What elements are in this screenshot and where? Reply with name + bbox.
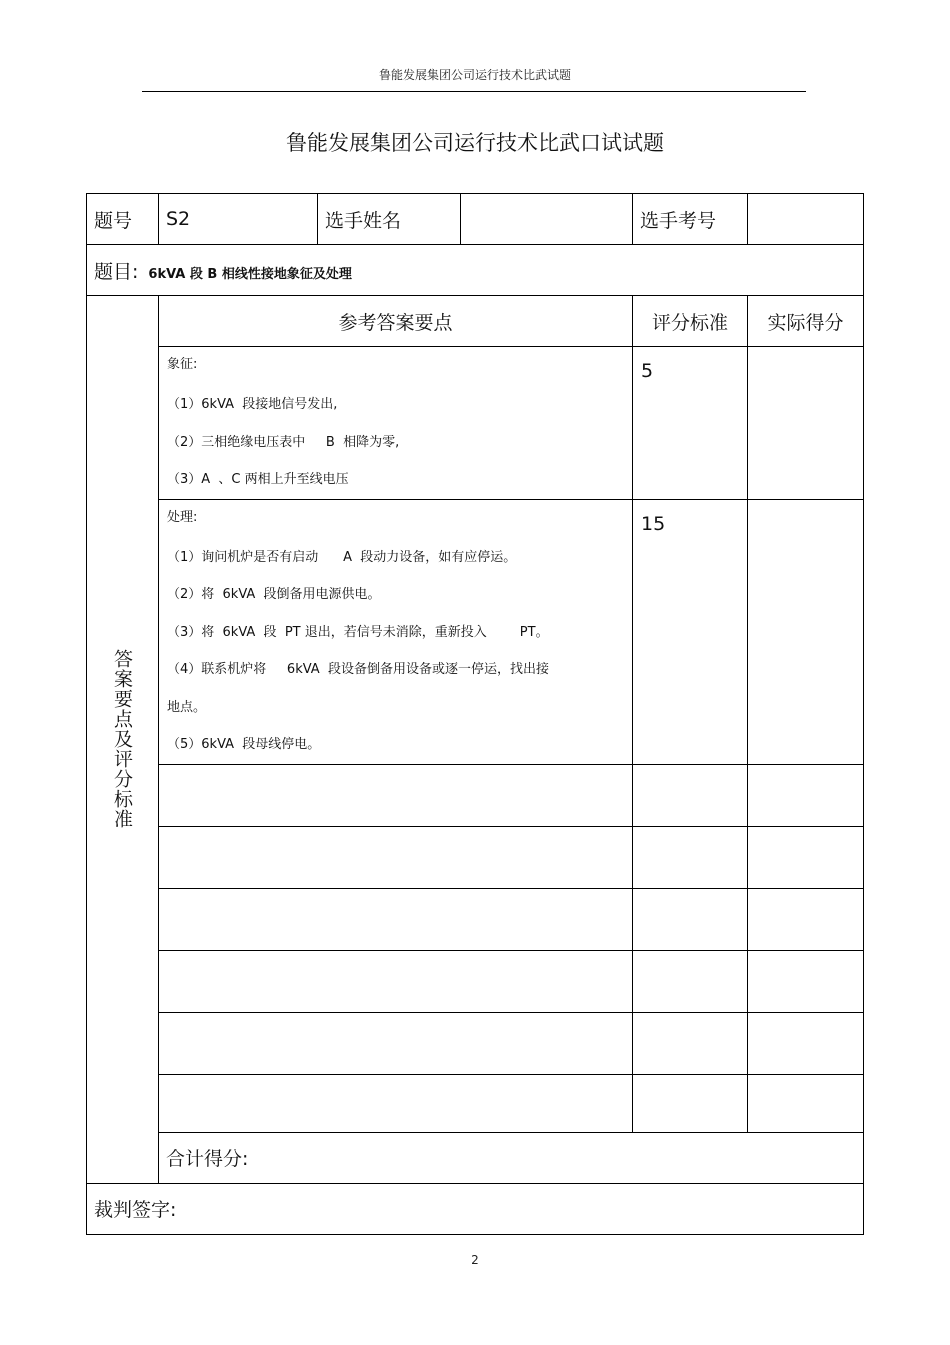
empty-answer-cell[interactable] — [159, 1074, 633, 1132]
info-row — [87, 194, 864, 245]
contestant-name-label: 选手姓名 — [318, 194, 461, 245]
score-standard-cell: 15 — [633, 499, 748, 764]
answer-cell-symptoms — [159, 347, 633, 500]
column-header-row — [87, 296, 864, 347]
actual-score-cell[interactable] — [748, 499, 864, 764]
empty-answer-row — [87, 950, 864, 1012]
empty-answer-row — [87, 1074, 864, 1132]
running-header: 鲁能发展集团公司运行技术比武试题 — [378, 68, 571, 82]
answer-line: （3）A 、C 两相上升至线电压 — [167, 472, 349, 487]
actual-score-cell[interactable] — [748, 347, 864, 500]
empty-score-cell[interactable] — [633, 950, 748, 1012]
total-score-row — [87, 1132, 864, 1183]
judge-signature-row — [87, 1183, 864, 1234]
empty-answer-row — [87, 1012, 864, 1074]
answer-line: 处理: — [167, 509, 198, 525]
empty-answer-cell[interactable] — [159, 950, 633, 1012]
empty-actual-cell[interactable] — [748, 950, 864, 1012]
answer-line: （4）联系机炉将 6kVA 段设备倒备用设备或逐一停运，找出接 — [167, 662, 549, 677]
empty-actual-cell[interactable] — [748, 1012, 864, 1074]
header-rule — [142, 91, 806, 92]
topic-label: 题目: — [94, 260, 139, 283]
empty-answer-cell[interactable] — [159, 826, 633, 888]
empty-score-cell[interactable] — [633, 1074, 748, 1132]
answer-row-handling — [87, 499, 864, 764]
section-label: 答案要点及评分标准 — [111, 649, 133, 830]
topic-cell — [87, 245, 864, 296]
empty-score-cell[interactable] — [633, 826, 748, 888]
topic-row — [87, 245, 864, 296]
exam-sheet-table — [86, 193, 864, 1235]
empty-actual-cell[interactable] — [748, 826, 864, 888]
empty-actual-cell[interactable] — [748, 1074, 864, 1132]
question-no-label: 题号 — [87, 194, 159, 245]
empty-score-cell[interactable] — [633, 764, 748, 826]
score-standard-cell: 5 — [633, 347, 748, 500]
answer-cell-handling — [159, 499, 633, 764]
page-number: 2 — [471, 1253, 479, 1267]
empty-score-cell[interactable] — [633, 1012, 748, 1074]
document-title: 鲁能发展集团公司运行技术比武口试试题 — [286, 131, 664, 155]
empty-actual-cell[interactable] — [748, 764, 864, 826]
empty-answer-row — [87, 888, 864, 950]
actual-score-header: 实际得分 — [748, 296, 864, 347]
empty-answer-cell[interactable] — [159, 888, 633, 950]
section-label-cell — [87, 296, 159, 1184]
answer-line: 象征: — [167, 357, 198, 372]
answer-row-symptoms — [87, 347, 864, 500]
empty-answer-cell[interactable] — [159, 764, 633, 826]
answer-line: （2）三相绝缘电压表中 B 相降为零, — [167, 434, 400, 450]
answer-line: 地点。 — [167, 699, 207, 715]
contestant-name-field[interactable] — [461, 194, 633, 245]
answer-line: （5）6kVA 段母线停电。 — [167, 737, 321, 752]
total-score-label[interactable]: 合计得分: — [159, 1132, 864, 1183]
empty-answer-row — [87, 764, 864, 826]
empty-answer-row — [87, 826, 864, 888]
empty-actual-cell[interactable] — [748, 888, 864, 950]
answer-points-header: 参考答案要点 — [159, 296, 633, 347]
scoring-standard-header: 评分标准 — [633, 296, 748, 347]
answer-line: （3）将 6kVA 段 PT 退出，若信号未消除，重新投入 PT。 — [167, 624, 549, 640]
answer-line: （1）6kVA 段接地信号发出, — [167, 397, 338, 412]
empty-score-cell[interactable] — [633, 888, 748, 950]
judge-signature-label[interactable]: 裁判签字: — [87, 1183, 864, 1234]
topic-text: 6kVA 段 B 相线性接地象征及处理 — [148, 266, 352, 282]
contestant-id-field[interactable] — [748, 194, 864, 245]
question-no-value: S2 — [159, 194, 318, 245]
answer-line: （1）询问机炉是否有启动 A 段动力设备，如有应停运。 — [167, 549, 517, 565]
contestant-id-label: 选手考号 — [633, 194, 748, 245]
empty-answer-cell[interactable] — [159, 1012, 633, 1074]
answer-line: （2）将 6kVA 段倒备用电源供电。 — [167, 587, 381, 602]
